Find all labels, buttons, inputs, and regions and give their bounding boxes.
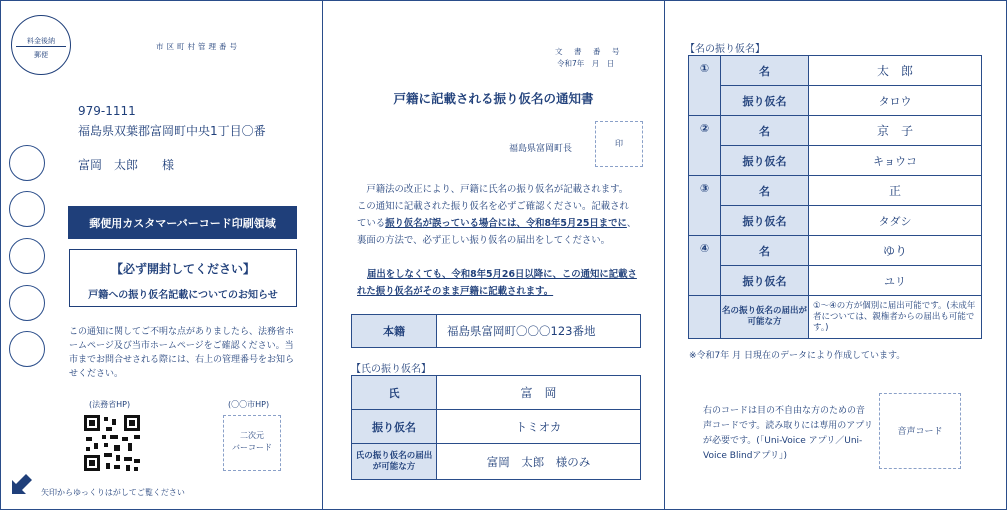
peel-instruction: 矢印からゆっくりはがしてご覧ください bbox=[41, 488, 185, 497]
postage-text: 料金後納 bbox=[27, 37, 55, 45]
furigana-label: 振り仮名 bbox=[721, 146, 809, 176]
given-furigana-row bbox=[689, 86, 982, 116]
furigana-label: 振り仮名 bbox=[721, 86, 809, 116]
document-title: 戸籍に記載される振り仮名の通知書 bbox=[393, 91, 594, 106]
entry-number: ④ bbox=[689, 236, 721, 296]
city-qr-placeholder[interactable]: 二次元 バーコード bbox=[223, 415, 281, 471]
binder-hole bbox=[9, 191, 45, 227]
recipient-name: 富岡 太郎 様 bbox=[78, 158, 175, 172]
eligible-label: 氏の振り仮名の届出が可能な方 bbox=[352, 444, 437, 480]
notice-title: 【必ず開封してください】 bbox=[110, 262, 255, 276]
notice-subtitle: 戸籍への振り仮名記載についてのお知らせ bbox=[88, 290, 278, 301]
name-label: 名 bbox=[721, 116, 809, 146]
given-name-value: 京 子 bbox=[809, 116, 982, 146]
surname-furigana: トミオカ bbox=[437, 410, 641, 444]
given-name-section-title: 【名の振り仮名】 bbox=[685, 44, 765, 55]
name-label: 名 bbox=[721, 56, 809, 86]
given-eligible-value: ①～④の方が個別に届出可能です。(未成年者については、親権者からの届出も可能です。) bbox=[809, 296, 982, 339]
open-notice-box bbox=[69, 249, 297, 307]
given-furigana-value: ユリ bbox=[809, 266, 982, 296]
given-name-row bbox=[689, 176, 982, 206]
given-name-row bbox=[689, 116, 982, 146]
stamp-divider bbox=[16, 46, 66, 47]
entry-number: ① bbox=[689, 56, 721, 116]
surname-table bbox=[351, 375, 641, 480]
postal-code: 979-1111 bbox=[78, 104, 136, 118]
issue-date-label: 令和7年 月 日 bbox=[557, 59, 615, 68]
given-name-row bbox=[689, 236, 982, 266]
mailer-front-panel bbox=[0, 0, 323, 510]
given-furigana-value: キョウコ bbox=[809, 146, 982, 176]
eligible-value: 富岡 太郎 様のみ bbox=[437, 444, 641, 480]
given-furigana-row bbox=[689, 206, 982, 236]
inquiry-text: この通知に関してご不明な点がありましたら、法務省ホームページ及び当市ホームページをご確認ください。当市までお問合せされる際には、右上の管理番号をお知らせください。 bbox=[69, 327, 295, 379]
given-name-row bbox=[689, 56, 982, 86]
given-name-table bbox=[688, 55, 982, 339]
given-eligible-label: 名の振り仮名の届出が可能な方 bbox=[721, 296, 809, 339]
city-hp-label: (〇〇市HP) bbox=[228, 400, 270, 409]
entry-number: ② bbox=[689, 116, 721, 176]
voice-code-description: 右のコードは目の不自由な方のための音声コードです。読み取りには専用のアプリが必要です。(「Uni-Voice アプリ／Uni-Voice Blindアプリ」) bbox=[703, 406, 873, 461]
binder-hole bbox=[9, 285, 45, 321]
recipient-address: 福島県双葉郡富岡町中央1丁目〇番 bbox=[78, 124, 266, 138]
given-name-value: ゆり bbox=[809, 236, 982, 266]
honseki-table bbox=[351, 314, 641, 348]
given-furigana-row bbox=[689, 266, 982, 296]
peel-arrow-icon bbox=[12, 474, 32, 494]
document-number-label: 文 書 番 号 bbox=[555, 47, 622, 56]
name-label: 名 bbox=[721, 236, 809, 266]
customer-barcode-area: 郵便用カスタマーバーコード印刷領域 bbox=[68, 206, 297, 239]
furigana-label: 振り仮名 bbox=[721, 266, 809, 296]
binder-hole bbox=[9, 145, 45, 181]
binder-hole bbox=[9, 238, 45, 274]
entry-number: ③ bbox=[689, 176, 721, 236]
issuer-name: 福島県富岡町長 bbox=[509, 144, 573, 154]
surname-section-title: 【氏の振り仮名】 bbox=[351, 364, 431, 375]
municipal-number-label: 市区町村管理番号 bbox=[156, 42, 240, 51]
given-furigana-value: タダシ bbox=[809, 206, 982, 236]
furigana-label: 振り仮名 bbox=[352, 410, 437, 444]
body-text: 戸籍法の改正により、戸籍に氏名の振り仮名が記載されます。この通知に記載された振り仮名を必ずご確認ください。記載されている bbox=[357, 184, 629, 229]
surname-value: 富 岡 bbox=[437, 376, 641, 410]
name-label: 名 bbox=[721, 176, 809, 206]
moj-hp-label: (法務省HP) bbox=[89, 400, 131, 409]
data-footnote: ※令和7年 月 日現在のデータにより作成しています。 bbox=[689, 351, 906, 361]
warning-text: 届出をしなくても、令和8年5月26日以降に、この通知に記載された振り仮名がそのまま戸籍に記載されます。 bbox=[357, 269, 637, 297]
given-name-value: 正 bbox=[809, 176, 982, 206]
body-text: 、裏面の方法で、必ず正しい振り仮名の届出をしてください。 bbox=[357, 218, 637, 246]
notice-body bbox=[357, 181, 637, 249]
postage-text-2: 郵便 bbox=[34, 51, 48, 59]
honseki-label: 本籍 bbox=[352, 315, 437, 348]
given-furigana-row bbox=[689, 146, 982, 176]
deadline-text: 振り仮名が誤っている場合には、令和8年5月25日までに bbox=[385, 218, 627, 229]
voice-code-placeholder[interactable]: 音声コード bbox=[879, 393, 961, 469]
binder-hole bbox=[9, 331, 45, 367]
official-seal: 印 bbox=[595, 121, 643, 167]
moj-qr-code[interactable] bbox=[84, 415, 140, 471]
empty-cell bbox=[689, 296, 721, 339]
postage-stamp-mark bbox=[11, 15, 71, 75]
notice-body-panel bbox=[322, 0, 665, 510]
given-furigana-value: タロウ bbox=[809, 86, 982, 116]
furigana-label: 振り仮名 bbox=[721, 206, 809, 236]
given-name-value: 太 郎 bbox=[809, 56, 982, 86]
honseki-value: 福島県富岡町〇〇〇123番地 bbox=[437, 315, 641, 348]
surname-label: 氏 bbox=[352, 376, 437, 410]
given-name-panel bbox=[664, 0, 1007, 510]
